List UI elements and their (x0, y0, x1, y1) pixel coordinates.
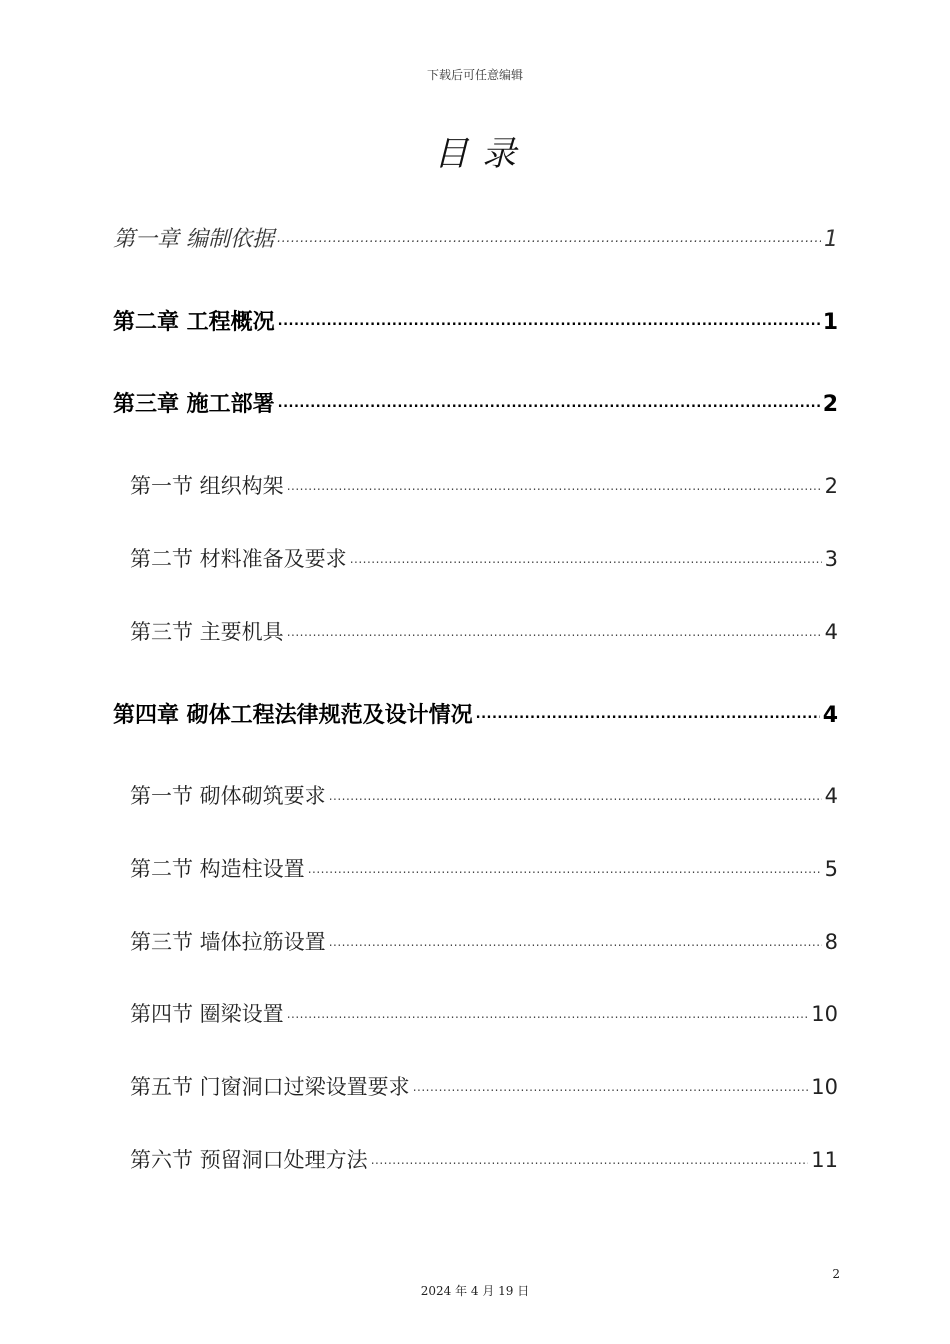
toc-entry-section[interactable] (130, 470, 838, 500)
dot-leader (476, 700, 820, 722)
toc-entry-page: 4 (824, 620, 838, 644)
toc-title: 目录 (434, 134, 530, 174)
dot-leader (278, 307, 820, 329)
dot-leader (329, 928, 822, 949)
dot-leader (278, 389, 820, 411)
toc-entry-label: 第二节 构造柱设置 (130, 857, 305, 881)
header-note: 下载后可任意编辑 (426, 68, 523, 82)
toc-entry-chapter-2[interactable] (113, 305, 838, 336)
dot-leader (287, 618, 822, 639)
toc-entry-page: 5 (824, 857, 838, 881)
toc-entry-section[interactable] (130, 926, 838, 956)
toc-entry-section[interactable] (130, 1071, 838, 1101)
footer-date: 2024 年 4 月 19 日 (420, 1284, 530, 1298)
dot-leader (287, 1000, 809, 1021)
toc-entry-section[interactable] (130, 543, 838, 573)
page-number: 2 (832, 1267, 840, 1281)
toc-entry-page: 8 (824, 930, 838, 954)
toc-entry-page: 2 (822, 392, 838, 417)
toc-entry-page: 11 (811, 1148, 838, 1172)
toc-entry-label: 第三章 施工部署 (113, 392, 275, 417)
toc-entry-page: 3 (824, 547, 838, 571)
dot-leader (413, 1073, 809, 1094)
toc-entry-page: 4 (824, 784, 838, 808)
toc-entry-label: 第一节 组织构架 (130, 474, 284, 498)
toc-entry-label: 第五节 门窗洞口过梁设置要求 (130, 1075, 410, 1099)
dot-leader (329, 782, 822, 803)
toc-entry-page: 4 (822, 703, 838, 728)
toc-entry-section[interactable] (130, 1144, 838, 1174)
toc-entry-page: 1 (822, 310, 838, 335)
toc-entry-label: 第四章 砌体工程法律规范及设计情况 (113, 703, 473, 728)
toc-entry-label: 第三节 主要机具 (130, 620, 284, 644)
toc-entry-page: 10 (811, 1002, 838, 1026)
toc-entry-chapter-4[interactable] (113, 698, 838, 729)
toc-entry-section[interactable] (130, 616, 838, 646)
toc-entry-label: 第一章 编制依据 (113, 227, 274, 252)
toc-entry-chapter-3[interactable] (113, 387, 838, 418)
toc-entry-label: 第三节 墙体拉筋设置 (130, 930, 326, 954)
toc-entry-label: 第四节 圈梁设置 (130, 1002, 284, 1026)
dot-leader (277, 224, 821, 246)
dot-leader (350, 545, 822, 566)
toc-entry-label: 第二章 工程概况 (113, 310, 275, 335)
toc-entry-section[interactable] (130, 780, 838, 810)
toc-entry-section[interactable] (130, 853, 838, 883)
dot-leader (308, 855, 822, 876)
toc-entry-chapter-1[interactable] (113, 222, 838, 253)
toc-entry-label: 第六节 预留洞口处理方法 (130, 1148, 368, 1172)
toc-entry-section[interactable] (130, 998, 838, 1028)
dot-leader (371, 1146, 809, 1167)
toc-entry-page: 2 (824, 474, 838, 498)
toc-entry-page: 1 (824, 227, 838, 252)
toc-entry-page: 10 (811, 1075, 838, 1099)
toc-entry-label: 第二节 材料准备及要求 (130, 547, 347, 571)
toc-entry-label: 第一节 砌体砌筑要求 (130, 784, 326, 808)
dot-leader (287, 472, 822, 493)
